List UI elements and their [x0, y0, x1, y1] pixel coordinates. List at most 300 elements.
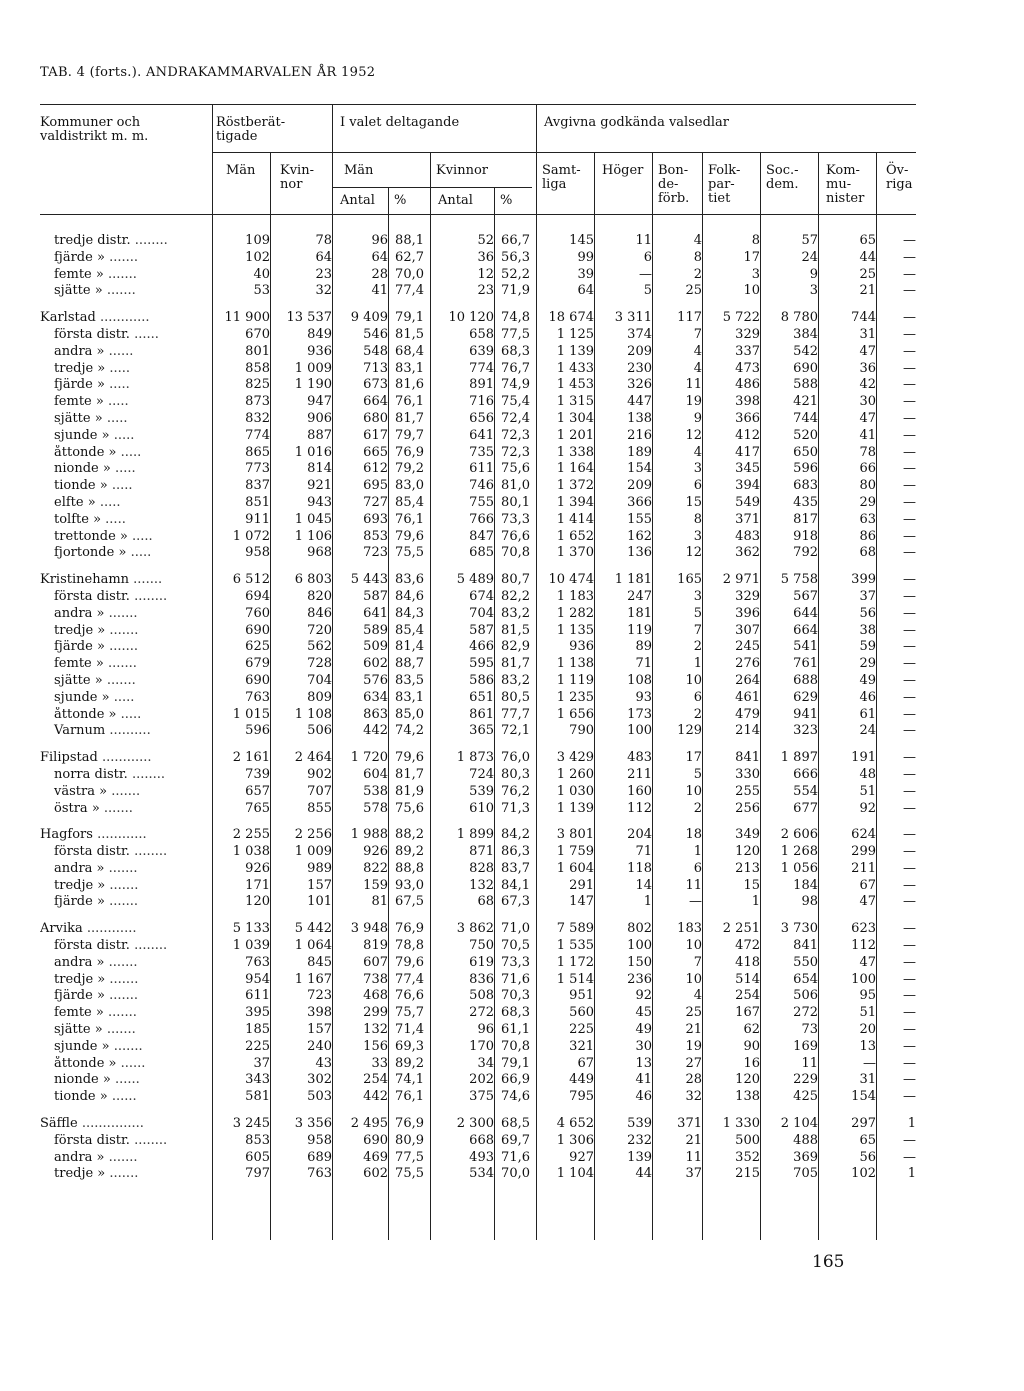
cell: 75,5 [395, 1166, 424, 1182]
cell: 15 [685, 494, 702, 510]
cell: 1 181 [614, 572, 652, 588]
cell: 92 [635, 988, 652, 1004]
cell: 493 [469, 1149, 494, 1165]
cell: 118 [627, 860, 652, 876]
cell: 56,3 [501, 249, 530, 265]
cell: 4 [693, 360, 702, 376]
cell: 828 [469, 860, 494, 876]
cell: — [903, 494, 916, 510]
cell: 488 [793, 1132, 818, 1148]
cell: 71 [635, 844, 652, 860]
cell: 112 [851, 938, 876, 954]
cell: 773 [245, 461, 270, 477]
cell: 88,2 [395, 827, 424, 843]
cell: 272 [793, 1005, 818, 1021]
cell: 674 [469, 588, 494, 604]
cell: 79,6 [395, 954, 424, 970]
cell: 88,7 [395, 656, 424, 672]
table-row [40, 750, 916, 767]
cell: 11 [801, 1055, 818, 1071]
row-label: sjätte » ....... [54, 672, 136, 688]
cell: 5 133 [232, 921, 270, 937]
cell: 619 [469, 954, 494, 970]
cell: 1 009 [294, 844, 332, 860]
cell: 71,6 [501, 971, 530, 987]
cell: 88,1 [395, 233, 424, 248]
cell: 680 [363, 410, 388, 426]
cell: 42 [859, 377, 876, 393]
cell: 3 [751, 266, 760, 282]
cell: 46 [859, 689, 876, 705]
cell: 12 [477, 266, 494, 282]
cell: 705 [793, 1166, 818, 1182]
cell: 472 [735, 938, 760, 954]
cell: 395 [245, 1005, 270, 1021]
cell: 67 [859, 877, 876, 893]
cell: 162 [627, 528, 652, 544]
table-row [40, 894, 916, 911]
cell: 567 [793, 588, 818, 604]
cell: 1 282 [556, 605, 594, 621]
cell: 541 [793, 639, 818, 655]
cell: 88,8 [395, 860, 424, 876]
cell: 658 [469, 326, 494, 342]
row-label: andra » ...... [54, 343, 134, 359]
row-label: sjunde » ..... [54, 427, 135, 443]
cell: 41 [371, 283, 388, 299]
cell: 52,2 [501, 266, 530, 282]
cell: 349 [735, 827, 760, 843]
cell: 546 [363, 326, 388, 342]
cell: 398 [735, 394, 760, 410]
cell: 74,2 [395, 723, 424, 739]
cell: 3 948 [350, 921, 388, 937]
cell: 727 [363, 494, 388, 510]
cell: 80,1 [501, 494, 530, 510]
cell: 5 758 [780, 572, 818, 588]
cell: 66,7 [501, 233, 530, 248]
row-label: tredje » ....... [54, 1166, 139, 1182]
cell: — [903, 427, 916, 443]
cell: 189 [627, 444, 652, 460]
cell: 1 201 [556, 427, 594, 443]
cell: 466 [469, 639, 494, 655]
cell: 83,6 [395, 572, 424, 588]
cell: 989 [307, 860, 332, 876]
cell: 291 [569, 877, 594, 893]
cell: 132 [469, 877, 494, 893]
cell: 15 [743, 877, 760, 893]
cell: 117 [677, 310, 702, 326]
cell: 272 [469, 1005, 494, 1021]
cell: 825 [245, 377, 270, 393]
cell: 744 [851, 310, 876, 326]
cell: 5 489 [456, 572, 494, 588]
row-label: norra distr. ........ [54, 766, 166, 782]
cell: 72,4 [501, 410, 530, 426]
cell: 723 [307, 988, 332, 1004]
group-spacer [40, 911, 916, 921]
row-label: Filipstad ............ [40, 750, 152, 766]
cell: — [903, 689, 916, 705]
cell: 588 [793, 377, 818, 393]
cell: 3 801 [556, 827, 594, 843]
cell: 72,3 [501, 444, 530, 460]
row-label: femte » ....... [54, 266, 137, 282]
cell: 38 [859, 622, 876, 638]
row-label: femte » ....... [54, 656, 137, 672]
cell: 707 [307, 783, 332, 799]
table-row [40, 972, 916, 989]
table-row [40, 461, 916, 478]
cell: 147 [569, 894, 594, 910]
group-spacer [40, 1106, 916, 1116]
cell: 11 900 [224, 310, 270, 326]
table-row [40, 938, 916, 955]
cell: 76,6 [395, 988, 424, 1004]
cell: 191 [851, 750, 876, 766]
cell: 120 [245, 894, 270, 910]
cell: 503 [307, 1089, 332, 1105]
cell: 5 443 [350, 572, 388, 588]
cell: 79,1 [501, 1055, 530, 1071]
cell: — [903, 766, 916, 782]
cell: 276 [735, 656, 760, 672]
cell: — [903, 461, 916, 477]
row-label: trettonde » ..... [54, 528, 153, 544]
cell: 326 [627, 377, 652, 393]
row-label: Hagfors ............ [40, 827, 147, 843]
cell: 755 [469, 494, 494, 510]
cell: 83,0 [395, 478, 424, 494]
cell: 85,4 [395, 494, 424, 510]
cell: 67,3 [501, 894, 530, 910]
cell: 2 464 [294, 750, 332, 766]
cell: 1 370 [556, 545, 594, 561]
cell: 596 [245, 723, 270, 739]
cell: 245 [735, 639, 760, 655]
cell: 1 315 [556, 394, 594, 410]
cell: 28 [371, 266, 388, 282]
cell: 5 722 [722, 310, 760, 326]
cell: — [689, 894, 702, 910]
cell: 95 [859, 988, 876, 1004]
cell: 656 [469, 410, 494, 426]
cell: 73,3 [501, 511, 530, 527]
cell: 92 [859, 800, 876, 816]
header-kommuner: Kommuner och valdistrikt m. m. [40, 115, 149, 144]
cell: 442 [363, 1089, 388, 1105]
cell: 677 [793, 800, 818, 816]
header-kommunister: Kom-mu-nister [826, 163, 865, 206]
cell: 81,7 [501, 656, 530, 672]
table-row [40, 1039, 916, 1056]
cell: 79,2 [395, 461, 424, 477]
cell: — [903, 894, 916, 910]
cell: 1 899 [456, 827, 494, 843]
cell: 30 [859, 394, 876, 410]
group-spacer [40, 562, 916, 572]
cell: 1 372 [556, 478, 594, 494]
cell: — [903, 639, 916, 655]
cell: 330 [735, 766, 760, 782]
cell: 109 [245, 233, 270, 248]
cell: 369 [793, 1149, 818, 1165]
cell: 508 [469, 988, 494, 1004]
cell: 67,5 [395, 894, 424, 910]
cell: 64 [371, 249, 388, 265]
cell: 102 [245, 249, 270, 265]
cell: — [903, 783, 916, 799]
cell: 19 [685, 1038, 702, 1054]
table-row [40, 1166, 916, 1183]
cell: 129 [677, 723, 702, 739]
cell: — [903, 249, 916, 265]
table-row [40, 1056, 916, 1073]
row-label: västra » ....... [54, 783, 141, 799]
cell: 173 [627, 706, 652, 722]
cell: 209 [627, 343, 652, 359]
cell: 927 [569, 1149, 594, 1165]
header-socdem: Soc.-dem. [766, 163, 799, 192]
cell: 49 [635, 1022, 652, 1038]
cell: 70,5 [501, 938, 530, 954]
table-row [40, 723, 916, 740]
table-row [40, 767, 916, 784]
cell: 71,4 [395, 1022, 424, 1038]
cell: 690 [793, 360, 818, 376]
cell: 6 512 [232, 572, 270, 588]
cell: 86,3 [501, 844, 530, 860]
election-data-table [40, 233, 916, 1183]
row-label: fjärde » ....... [54, 988, 138, 1004]
cell: 3 245 [232, 1116, 270, 1132]
cell: 81,0 [501, 478, 530, 494]
cell: 634 [363, 689, 388, 705]
header-kv-antal: Antal [438, 193, 473, 208]
table-row [40, 250, 916, 267]
cell: 80,7 [501, 572, 530, 588]
cell: 299 [363, 1005, 388, 1021]
cell: 68,4 [395, 343, 424, 359]
cell: 71,9 [501, 283, 530, 299]
cell: 926 [363, 844, 388, 860]
cell: 10 [685, 971, 702, 987]
cell: 761 [793, 656, 818, 672]
table-row [40, 707, 916, 724]
cell: 596 [793, 461, 818, 477]
cell: 68,3 [501, 1005, 530, 1021]
cell: 2 606 [780, 827, 818, 843]
cell: 41 [635, 1072, 652, 1088]
row-label: nionde » ..... [54, 461, 136, 477]
cell: 586 [469, 672, 494, 688]
cell: 483 [627, 750, 652, 766]
cell: 735 [469, 444, 494, 460]
cell: 171 [245, 877, 270, 893]
cell: 690 [245, 672, 270, 688]
cell: 82,2 [501, 588, 530, 604]
header-rost-kvinnor: Kvin-nor [280, 163, 314, 192]
cell: — [903, 1072, 916, 1088]
cell: 75,7 [395, 1005, 424, 1021]
cell: 2 255 [232, 827, 270, 843]
cell: 299 [851, 844, 876, 860]
cell: 59 [859, 639, 876, 655]
cell: 102 [851, 1166, 876, 1182]
cell: 78 [859, 444, 876, 460]
table-row [40, 656, 916, 673]
cell: 668 [469, 1132, 494, 1148]
cell: 7 589 [556, 921, 594, 937]
cell: 8 780 [780, 310, 818, 326]
cell: 66 [859, 461, 876, 477]
cell: 170 [469, 1038, 494, 1054]
cell: 1 190 [294, 377, 332, 393]
cell: 845 [307, 954, 332, 970]
cell: — [903, 588, 916, 604]
row-label: Varnum .......... [54, 723, 151, 739]
cell: 673 [363, 377, 388, 393]
cell: — [903, 1149, 916, 1165]
cell: 483 [735, 528, 760, 544]
cell: 165 [677, 572, 702, 588]
cell: 323 [793, 723, 818, 739]
cell: 74,8 [501, 310, 530, 326]
cell: 24 [801, 249, 818, 265]
cell: 47 [859, 954, 876, 970]
row-label: åttonde » ..... [54, 706, 142, 722]
cell: — [903, 266, 916, 282]
cell: 587 [469, 622, 494, 638]
cell: 602 [363, 656, 388, 672]
cell: 352 [735, 1149, 760, 1165]
cell: 500 [735, 1132, 760, 1148]
cell: 23 [315, 266, 332, 282]
row-label: sjunde » ..... [54, 689, 135, 705]
cell: 83,2 [501, 672, 530, 688]
cell: 832 [245, 410, 270, 426]
table-row [40, 428, 916, 445]
header-man-pct: % [394, 193, 407, 208]
cell: 81,5 [395, 326, 424, 342]
cell: 70,0 [395, 266, 424, 282]
table-row [40, 827, 916, 844]
cell: 421 [793, 394, 818, 410]
cell: 3 [809, 283, 818, 299]
cell: 1 045 [294, 511, 332, 527]
cell: — [903, 1055, 916, 1071]
cell: 254 [363, 1072, 388, 1088]
cell: 229 [793, 1072, 818, 1088]
cell: 1 064 [294, 938, 332, 954]
cell: 21 [859, 283, 876, 299]
cell: 837 [245, 478, 270, 494]
cell: 473 [735, 360, 760, 376]
cell: 154 [851, 1089, 876, 1105]
cell: — [903, 545, 916, 561]
cell: 81,5 [501, 622, 530, 638]
cell: 36 [477, 249, 494, 265]
cell: 486 [735, 377, 760, 393]
cell: 520 [793, 427, 818, 443]
cell: 1 720 [350, 750, 388, 766]
cell: 76,1 [395, 511, 424, 527]
table-row [40, 361, 916, 378]
cell: 542 [793, 343, 818, 359]
cell: 8 [693, 249, 702, 265]
cell: 442 [363, 723, 388, 739]
cell: 225 [245, 1038, 270, 1054]
cell: — [903, 877, 916, 893]
row-label: Kristinehamn ....... [40, 572, 163, 588]
row-label: tredje » ..... [54, 360, 131, 376]
cell: 75,6 [395, 800, 424, 816]
table-row [40, 623, 916, 640]
cell: 62 [743, 1022, 760, 1038]
cell: 461 [735, 689, 760, 705]
cell: 11 [685, 877, 702, 893]
cell: 2 251 [722, 921, 760, 937]
cell: 256 [735, 800, 760, 816]
cell: — [903, 410, 916, 426]
cell: 479 [735, 706, 760, 722]
cell: 83,2 [501, 605, 530, 621]
cell: 746 [469, 478, 494, 494]
cell: 150 [627, 954, 652, 970]
cell: 169 [793, 1038, 818, 1054]
cell: 625 [245, 639, 270, 655]
cell: 302 [307, 1072, 332, 1088]
cell: 27 [685, 1055, 702, 1071]
cell: 1 104 [556, 1166, 594, 1182]
cell: 76,9 [395, 444, 424, 460]
cell: 4 [693, 343, 702, 359]
row-label: fjärde » ....... [54, 249, 138, 265]
cell: 1 108 [294, 706, 332, 722]
cell: 562 [307, 639, 332, 655]
cell: 225 [569, 1022, 594, 1038]
cell: 254 [735, 988, 760, 1004]
cell: 664 [363, 394, 388, 410]
cell: — [903, 572, 916, 588]
cell: 108 [627, 672, 652, 688]
cell: 873 [245, 394, 270, 410]
cell: 11 [635, 233, 652, 248]
cell: 951 [569, 988, 594, 1004]
cell: 947 [307, 394, 332, 410]
table-row [40, 377, 916, 394]
cell: 739 [245, 766, 270, 782]
cell: 871 [469, 844, 494, 860]
cell: 958 [307, 1132, 332, 1148]
cell: 96 [371, 233, 388, 248]
table-row [40, 233, 916, 250]
cell: 80 [859, 478, 876, 494]
cell: 509 [363, 639, 388, 655]
cell: 688 [793, 672, 818, 688]
cell: 9 [693, 410, 702, 426]
cell: 5 442 [294, 921, 332, 937]
cell: 71,6 [501, 1149, 530, 1165]
cell: 763 [245, 689, 270, 705]
cell: — [863, 1055, 876, 1071]
cell: 18 674 [548, 310, 594, 326]
cell: 83,1 [395, 360, 424, 376]
header-folkpartiet: Folk-par-tiet [708, 163, 741, 206]
cell: 321 [569, 1038, 594, 1054]
cell: 1 759 [556, 844, 594, 860]
